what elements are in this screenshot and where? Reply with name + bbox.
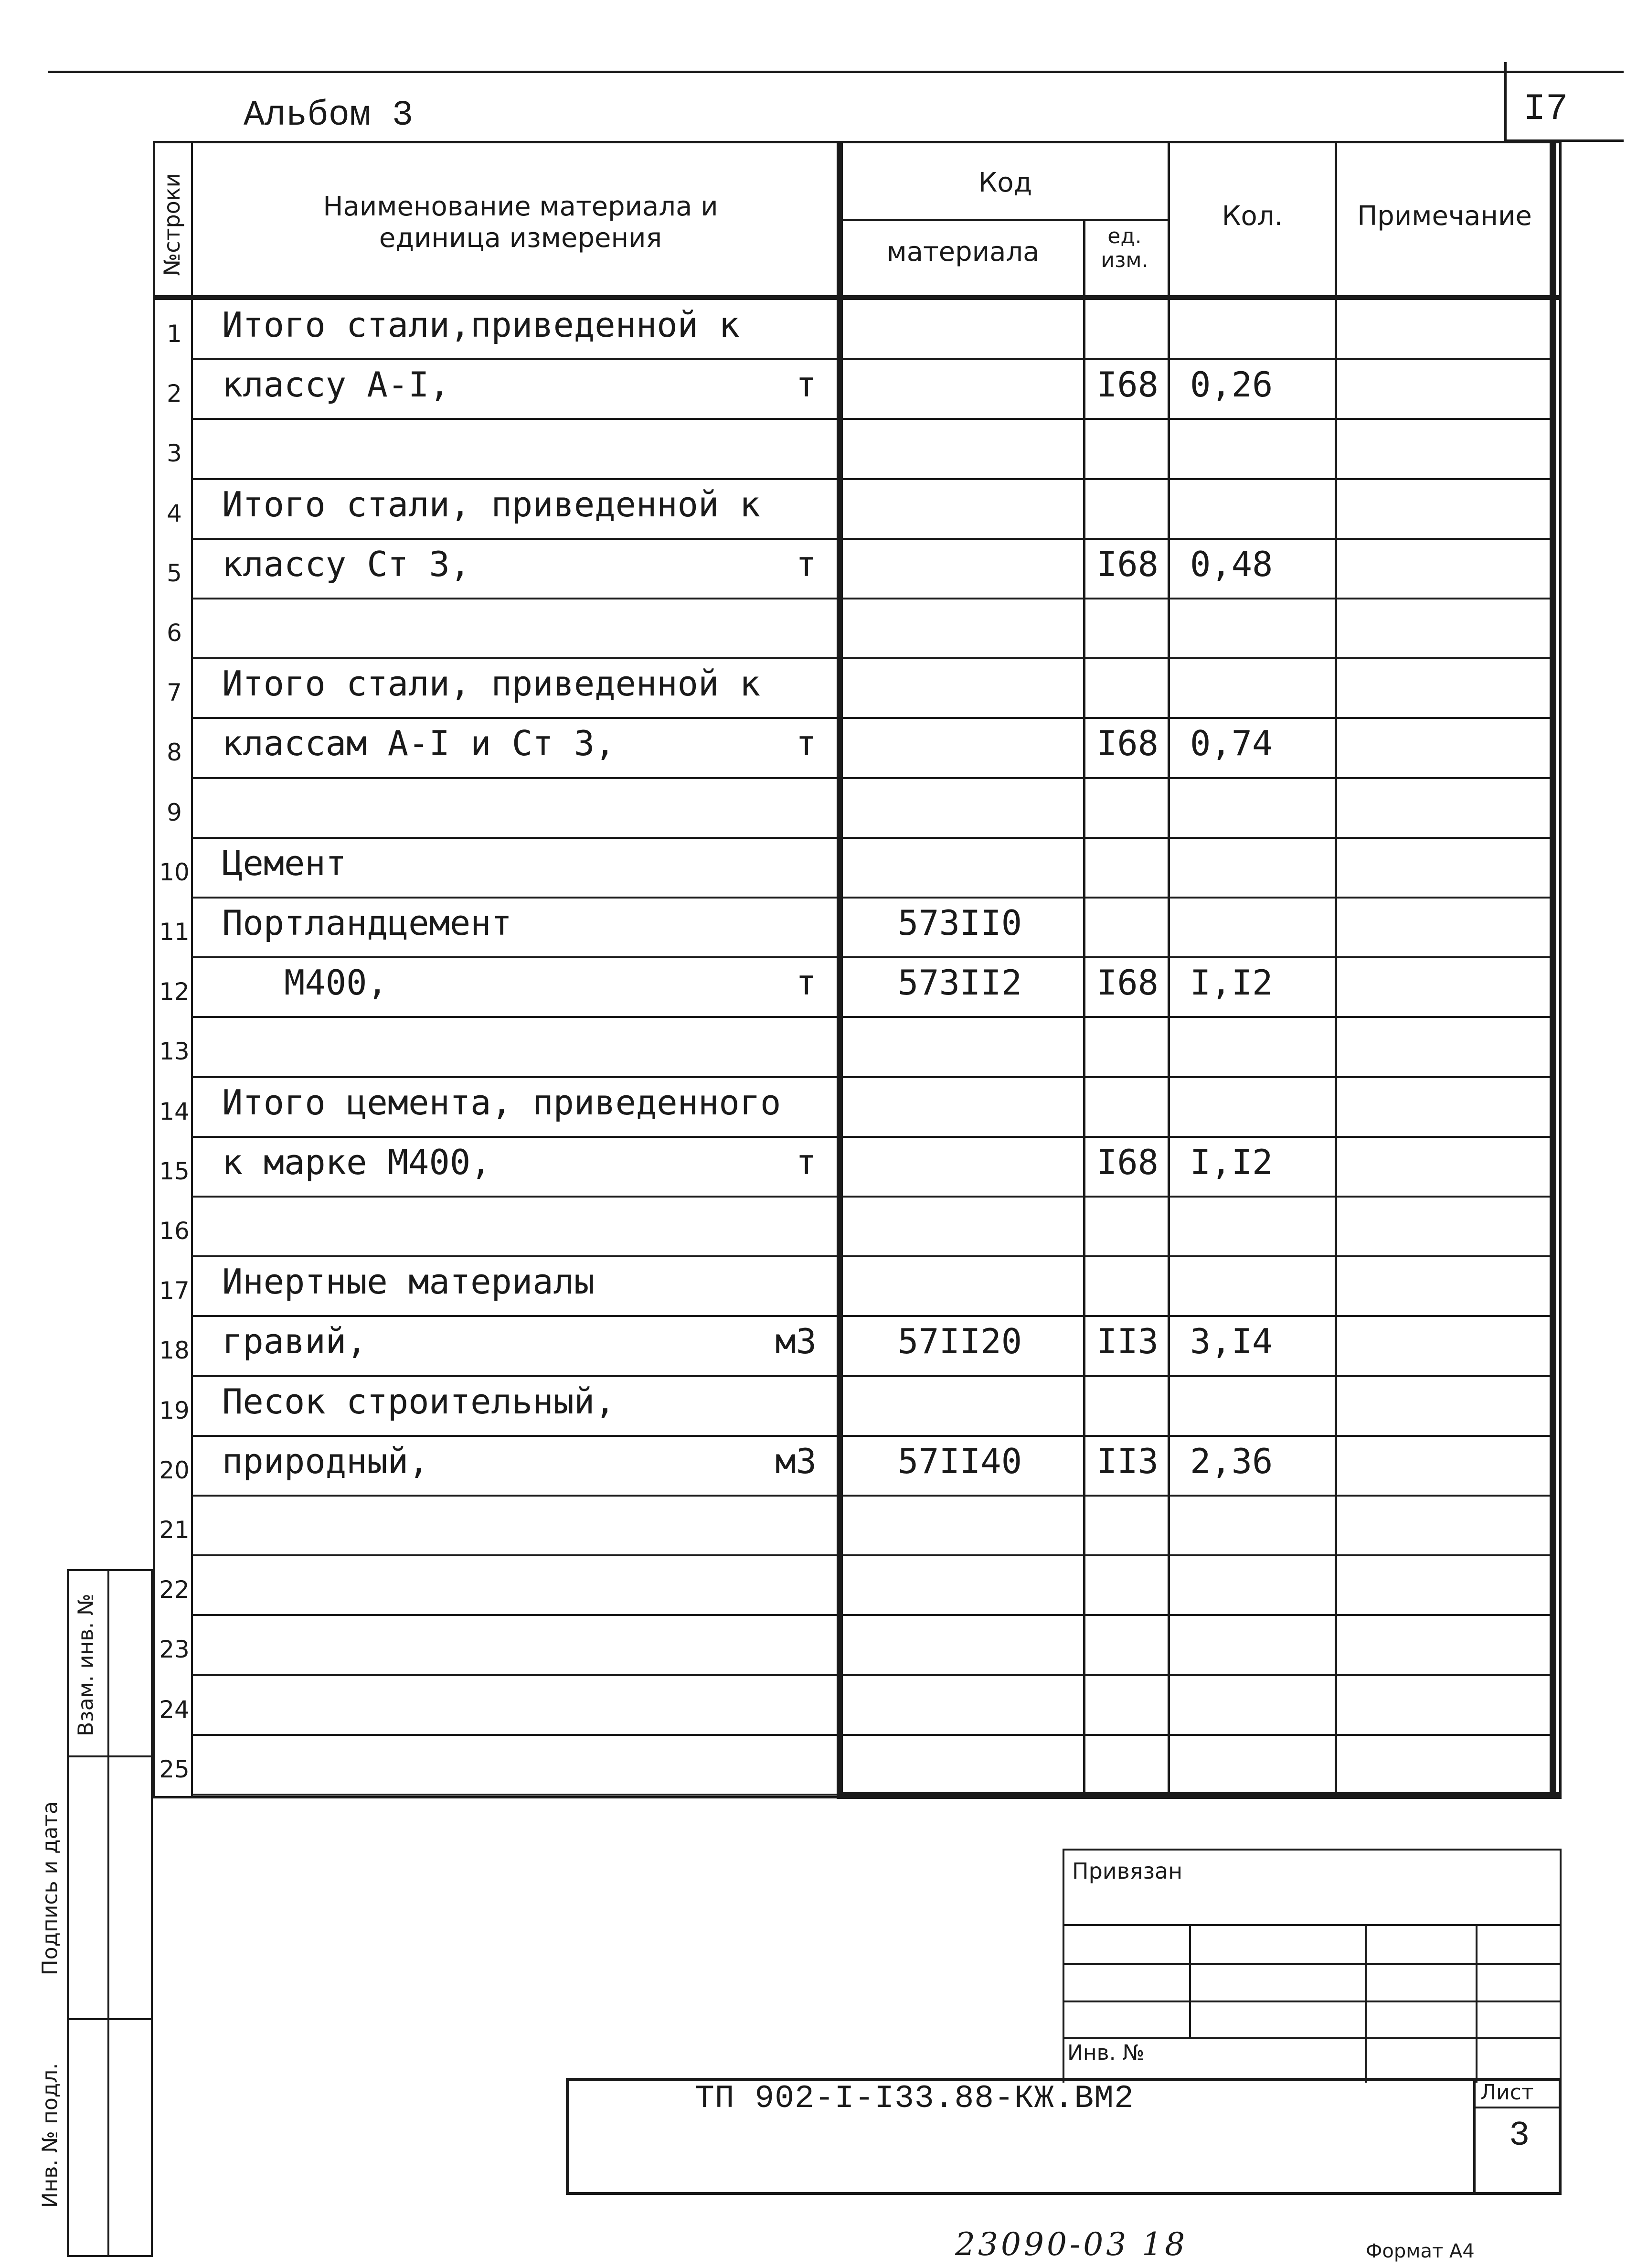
row-number: 4 xyxy=(167,499,182,527)
sheet-label: Лист xyxy=(1480,2080,1534,2105)
row-line xyxy=(191,717,1552,719)
row-unit: т xyxy=(796,723,817,764)
privyazan-line-4 xyxy=(1063,2037,1562,2039)
row-line xyxy=(191,1076,1552,1078)
row-qty: I,I2 xyxy=(1190,963,1273,1003)
header-bottom-line xyxy=(153,295,1562,300)
side-inv-podl: Инв. № подл. xyxy=(38,2063,63,2208)
header-code-unit: ед. изм. xyxy=(1101,224,1148,272)
col-line-note xyxy=(1335,141,1337,1798)
row-number: 12 xyxy=(159,978,190,1006)
row-qty: 0,26 xyxy=(1190,364,1273,405)
row-line xyxy=(191,1495,1552,1497)
sheet-number: 3 xyxy=(1509,2116,1530,2155)
row-line xyxy=(191,1435,1552,1437)
row-line xyxy=(191,358,1552,360)
row-line xyxy=(191,1255,1552,1257)
row-code-unit: I68 xyxy=(1096,364,1159,405)
row-number: 17 xyxy=(159,1277,190,1305)
row-number: 16 xyxy=(159,1217,190,1245)
header-note: Примечание xyxy=(1357,201,1532,232)
page-number-divider xyxy=(1504,62,1507,143)
header-rowno-cell xyxy=(153,155,191,294)
row-number: 19 xyxy=(159,1396,190,1424)
col-line-eu xyxy=(1083,221,1085,1798)
row-line xyxy=(191,418,1552,420)
row-line xyxy=(191,1136,1552,1138)
row-line xyxy=(191,1375,1552,1377)
doc-code: ТП 902-I-I33.88-КЖ.ВМ2 xyxy=(695,2080,1134,2117)
row-code: 573II0 xyxy=(897,903,1022,943)
inv-no-label: Инв. № xyxy=(1067,2041,1145,2065)
row-number: 3 xyxy=(167,439,182,468)
sheet-divider xyxy=(1473,2078,1476,2195)
row-line xyxy=(191,598,1552,599)
row-number: 25 xyxy=(159,1755,190,1783)
row-name: Песок строительный, xyxy=(222,1381,616,1422)
col-line-right xyxy=(1550,141,1556,1798)
row-line xyxy=(191,777,1552,779)
row-line xyxy=(191,538,1552,540)
row-line xyxy=(191,478,1552,480)
row-code-unit: II3 xyxy=(1096,1441,1159,1481)
row-number: 10 xyxy=(159,858,190,886)
row-line xyxy=(191,1614,1552,1616)
row-line xyxy=(191,1734,1552,1736)
side-podpis: Подпись и дата xyxy=(38,1801,63,1976)
row-line xyxy=(191,1016,1552,1018)
row-number: 2 xyxy=(167,380,182,408)
row-code-unit: II3 xyxy=(1096,1321,1159,1362)
page-number: I7 xyxy=(1523,88,1568,130)
row-name: М400, xyxy=(222,963,388,1003)
col-line-rowno xyxy=(191,141,193,1798)
side-vzam: Взам. инв. № xyxy=(74,1594,98,1736)
row-line xyxy=(191,657,1552,659)
row-qty: 3,I4 xyxy=(1190,1321,1273,1362)
row-name: к марке М400, xyxy=(222,1142,491,1182)
row-code-unit: I68 xyxy=(1096,963,1159,1003)
privyazan-col-1 xyxy=(1189,1924,1191,2037)
row-unit: т xyxy=(796,544,817,584)
row-code-unit: I68 xyxy=(1096,1142,1159,1182)
sheet-label-line xyxy=(1473,2107,1562,2108)
handwritten-number: 23090-03 18 xyxy=(955,2226,1188,2263)
row-number: 23 xyxy=(159,1636,190,1664)
header-qty: Кол. xyxy=(1222,201,1283,232)
row-number: 6 xyxy=(167,619,182,647)
row-unit: т xyxy=(796,963,817,1003)
row-line xyxy=(191,1554,1552,1556)
row-number: 13 xyxy=(159,1038,190,1066)
privyazan-line-3 xyxy=(1063,2001,1562,2002)
row-code: 573II2 xyxy=(897,963,1022,1003)
side-stamp-line-2 xyxy=(67,2018,153,2020)
privyazan-col-2 xyxy=(1365,1924,1367,2083)
row-qty: I,I2 xyxy=(1190,1142,1273,1182)
row-number: 24 xyxy=(159,1695,190,1723)
row-name: Итого стали, приведенной к xyxy=(222,484,761,524)
row-qty: 2,36 xyxy=(1190,1441,1273,1481)
header-rowno: №строки xyxy=(159,173,185,276)
row-name: Итого стали,приведенной к xyxy=(222,305,740,345)
row-line xyxy=(191,837,1552,839)
row-number: 5 xyxy=(167,559,182,587)
row-line xyxy=(191,1196,1552,1198)
header-name: Наименование материала и единица измерения xyxy=(323,191,718,254)
code-header-split xyxy=(837,219,1170,221)
row-line xyxy=(191,1674,1552,1676)
row-name: Итого цемента, приведенного xyxy=(222,1082,781,1123)
row-line xyxy=(191,1794,1552,1796)
row-unit: т xyxy=(796,364,817,405)
row-number: 7 xyxy=(167,679,182,707)
row-number: 1 xyxy=(167,320,182,348)
row-code: 57II40 xyxy=(897,1441,1022,1481)
row-number: 21 xyxy=(159,1516,190,1544)
row-code-unit: I68 xyxy=(1096,723,1159,764)
row-name: Инертные материалы xyxy=(222,1262,595,1302)
header-code-material: материала xyxy=(886,236,1040,267)
row-number: 9 xyxy=(167,798,182,826)
row-number: 8 xyxy=(167,738,182,767)
row-name: природный, xyxy=(222,1441,429,1481)
row-number: 20 xyxy=(159,1456,190,1484)
album-label: Альбом 3 xyxy=(244,96,414,136)
row-number: 11 xyxy=(159,918,190,946)
privyazan-line-1 xyxy=(1063,1924,1562,1926)
row-number: 14 xyxy=(159,1097,190,1125)
row-qty: 0,74 xyxy=(1190,723,1273,764)
row-name: Итого стали, приведенной к xyxy=(222,663,761,704)
row-name: классу А-I, xyxy=(222,364,450,405)
row-unit: т xyxy=(796,1142,817,1182)
side-stamp-divider xyxy=(107,1569,109,2257)
format-label: Формат А4 xyxy=(1366,2240,1475,2262)
row-line xyxy=(191,897,1552,899)
table-top-line xyxy=(153,141,1562,143)
row-name: классам А-I и Ст 3, xyxy=(222,723,616,764)
row-line xyxy=(191,956,1552,958)
row-name: Портландцемент xyxy=(222,903,512,943)
row-name: Цемент xyxy=(222,843,347,883)
privyazan-line-2 xyxy=(1063,1963,1562,1965)
row-code-unit: I68 xyxy=(1096,544,1159,584)
row-unit: м3 xyxy=(775,1441,817,1481)
row-line xyxy=(191,1315,1552,1317)
row-number: 22 xyxy=(159,1576,190,1604)
top-border-line xyxy=(48,71,1624,73)
row-number: 18 xyxy=(159,1337,190,1365)
row-name: классу Ст 3, xyxy=(222,544,471,584)
privyazan-col-3 xyxy=(1476,1924,1478,2083)
row-unit: м3 xyxy=(775,1321,817,1362)
side-stamp-line-1 xyxy=(67,1755,153,1757)
header-code-group: Код xyxy=(978,167,1032,198)
row-qty: 0,48 xyxy=(1190,544,1273,584)
row-number: 15 xyxy=(159,1157,190,1185)
privyazan-label: Привязан xyxy=(1072,1858,1183,1884)
row-name: гравий, xyxy=(222,1321,367,1362)
row-code: 57II20 xyxy=(897,1321,1022,1362)
